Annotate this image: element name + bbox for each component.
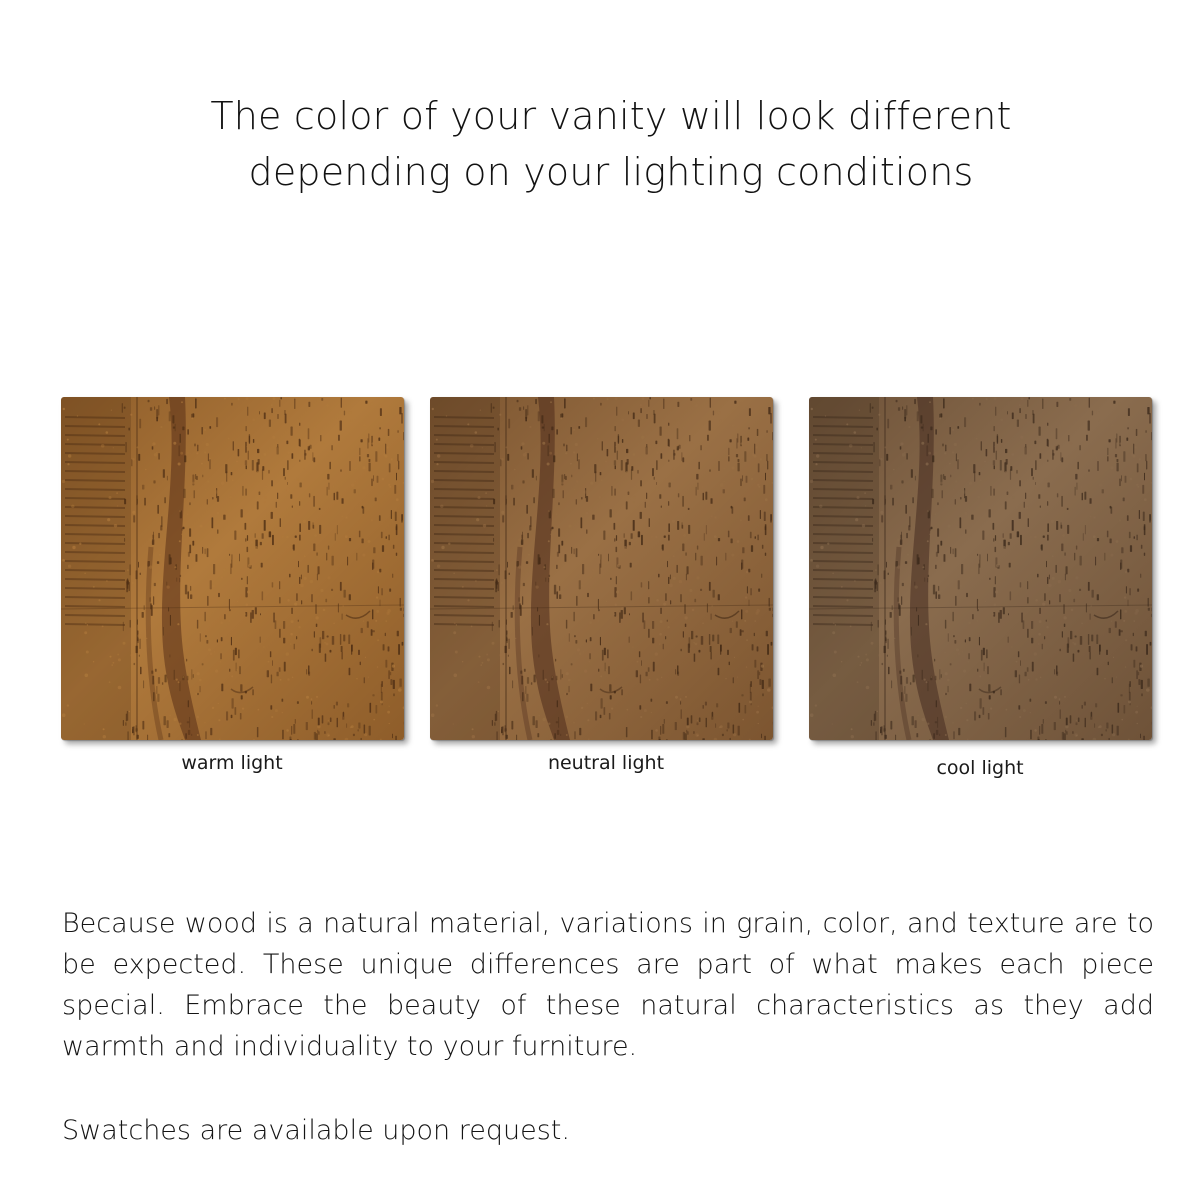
headline-line-1: The color of your vanity will look different [210, 94, 1012, 138]
swatch-neutral-light [430, 397, 773, 740]
wood-variation-paragraph: Because wood is a natural material, variations in grain, color, and texture are to be expected. These unique differences are part of what makes each piece special. Embrace the beauty of these natural characteristics as they add warmth and individuality to your furniture. [62, 908, 1154, 1062]
wood-swatch-image [61, 397, 404, 740]
swatch-warm-light [61, 397, 404, 740]
swatch-cool-light [809, 397, 1152, 740]
swatches-availability-note: Swatches are available upon request. [62, 1115, 570, 1146]
headline-line-2: depending on your lighting conditions [248, 150, 974, 194]
wood-swatch-image [430, 397, 773, 740]
swatch-label-neutral-light: neutral light [547, 752, 665, 774]
headline [0, 88, 1200, 200]
wood-swatch-image [809, 397, 1152, 740]
swatch-label-warm-light: warm light [181, 752, 283, 774]
swatch-label-cool-light: cool light [936, 757, 1024, 779]
